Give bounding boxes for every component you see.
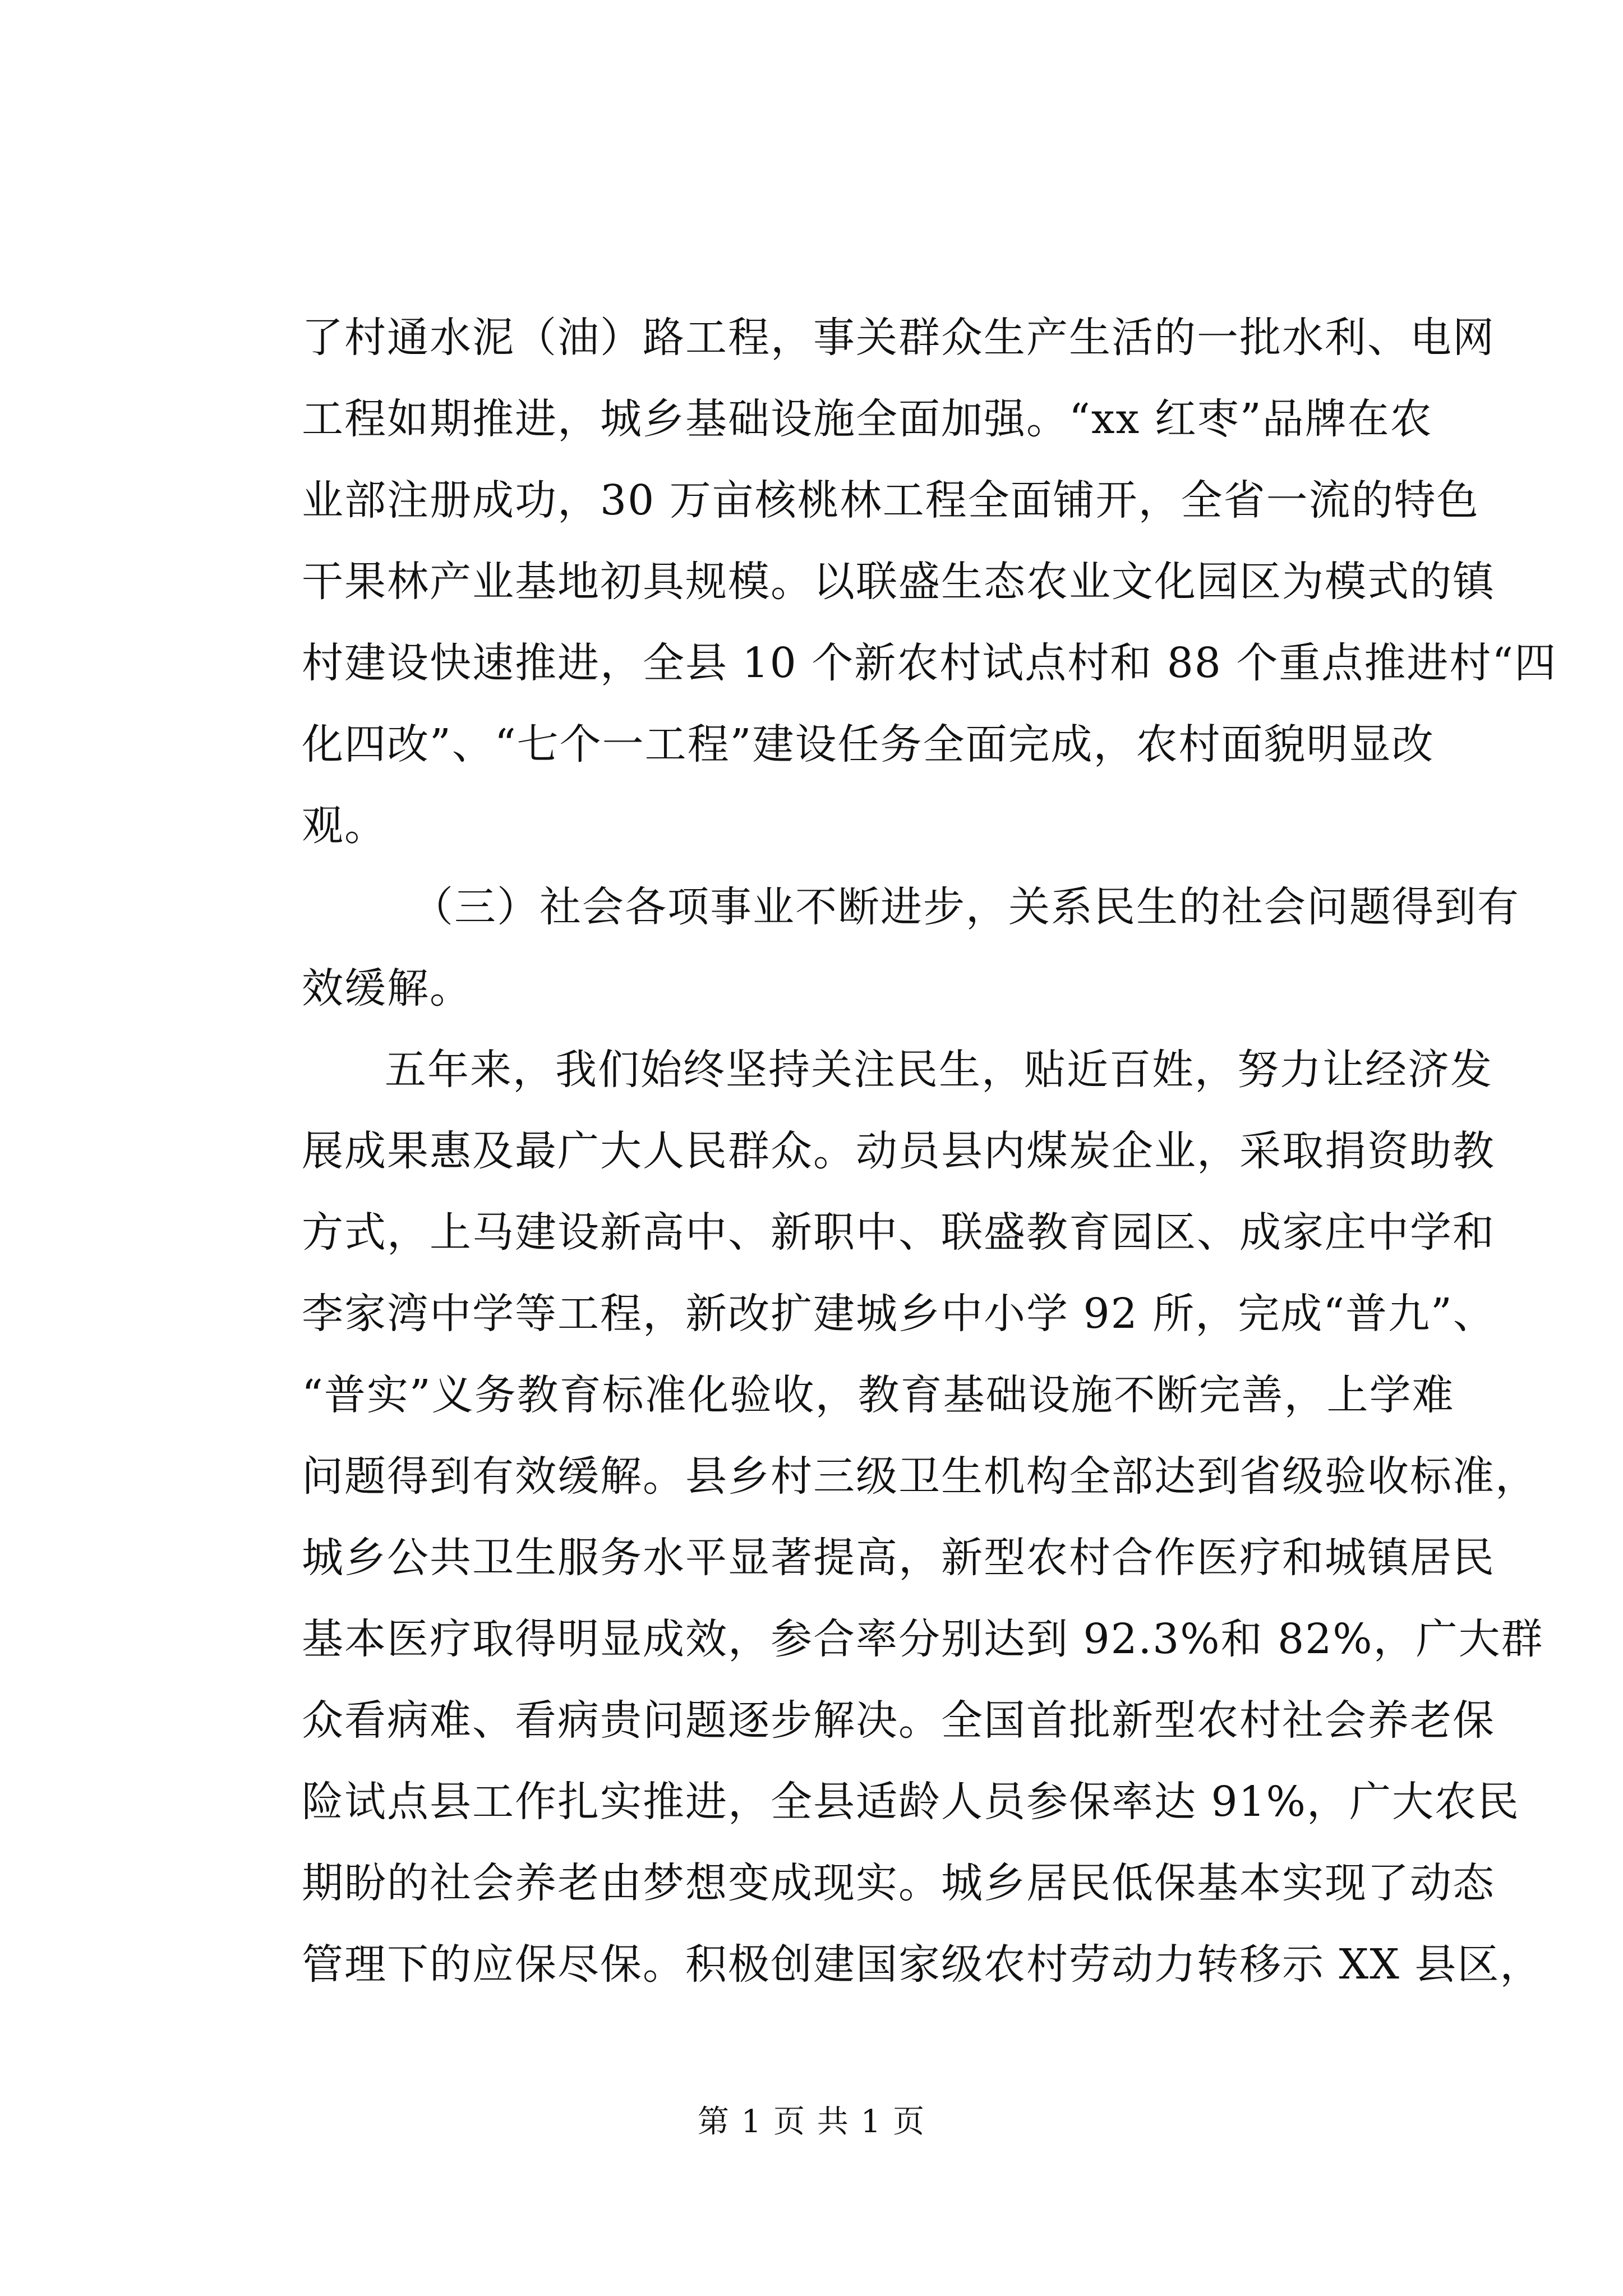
section-heading-line: 效缓解。 xyxy=(302,964,472,1013)
text-line: 展成果惠及最广大人民群众。动员县内煤炭企业，采取捐资助教 xyxy=(302,1127,1495,1175)
text-line: 险试点县工作扎实推进，全县适龄人员参保率达 91%，广大农民 xyxy=(302,1778,1520,1826)
text-line: 五年来，我们始终坚持关注民生，贴近百姓，努力让经济发 xyxy=(385,1046,1493,1094)
text-line: 观。 xyxy=(302,802,387,850)
text-line: 工程如期推进，城乡基础设施全面加强。“xx 红枣”品牌在农 xyxy=(302,395,1433,443)
text-line: 问题得到有效缓解。县乡村三级卫生机构全部达到省级验收标准， xyxy=(302,1452,1538,1501)
text-line: 城乡公共卫生服务水平显著提高，新型农村合作医疗和城镇居民 xyxy=(302,1534,1495,1582)
text-line: 村建设快速推进，全县 10 个新农村试点村和 88 个重点推进村“四 xyxy=(302,639,1557,687)
text-line: 干果林产业基地初具规模。以联盛生态农业文化园区为模式的镇 xyxy=(302,558,1495,606)
text-line: 李家湾中学等工程，新改扩建城乡中小学 92 所，完成“普九”、 xyxy=(302,1290,1496,1338)
text-line: 期盼的社会养老由梦想变成现实。城乡居民低保基本实现了动态 xyxy=(302,1859,1495,1907)
page-number-label: 第 1 页 共 1 页 xyxy=(697,2104,926,2140)
text-line: 管理下的应保尽保。积极创建国家级农村劳动力转移示 XX 县区， xyxy=(302,1940,1543,1989)
text-line: 基本医疗取得明显成效，参合率分别达到 92.3%和 82%，广大群 xyxy=(302,1615,1544,1663)
text-line: 化四改”、“七个一工程”建设任务全面完成，农村面貌明显改 xyxy=(302,720,1435,769)
text-line: 了村通水泥（油）路工程，事关群众生产生活的一批水利、电网 xyxy=(302,314,1495,362)
text-line: “普实”义务教育标准化验收，教育基础设施不断完善，上学难 xyxy=(302,1371,1455,1419)
text-line: 众看病难、看病贵问题逐步解决。全国首批新型农村社会养老保 xyxy=(302,1696,1495,1745)
page-footer xyxy=(0,2097,1623,2142)
text-line: 方式，上马建设新高中、新职中、联盛教育园区、成家庄中学和 xyxy=(302,1208,1495,1257)
text-line: 业部注册成功，30 万亩核桃林工程全面铺开，全省一流的特色 xyxy=(302,476,1479,524)
section-heading-line: （三）社会各项事业不断进步，关系民生的社会问题得到有 xyxy=(412,883,1520,931)
document-body xyxy=(302,297,1557,2005)
